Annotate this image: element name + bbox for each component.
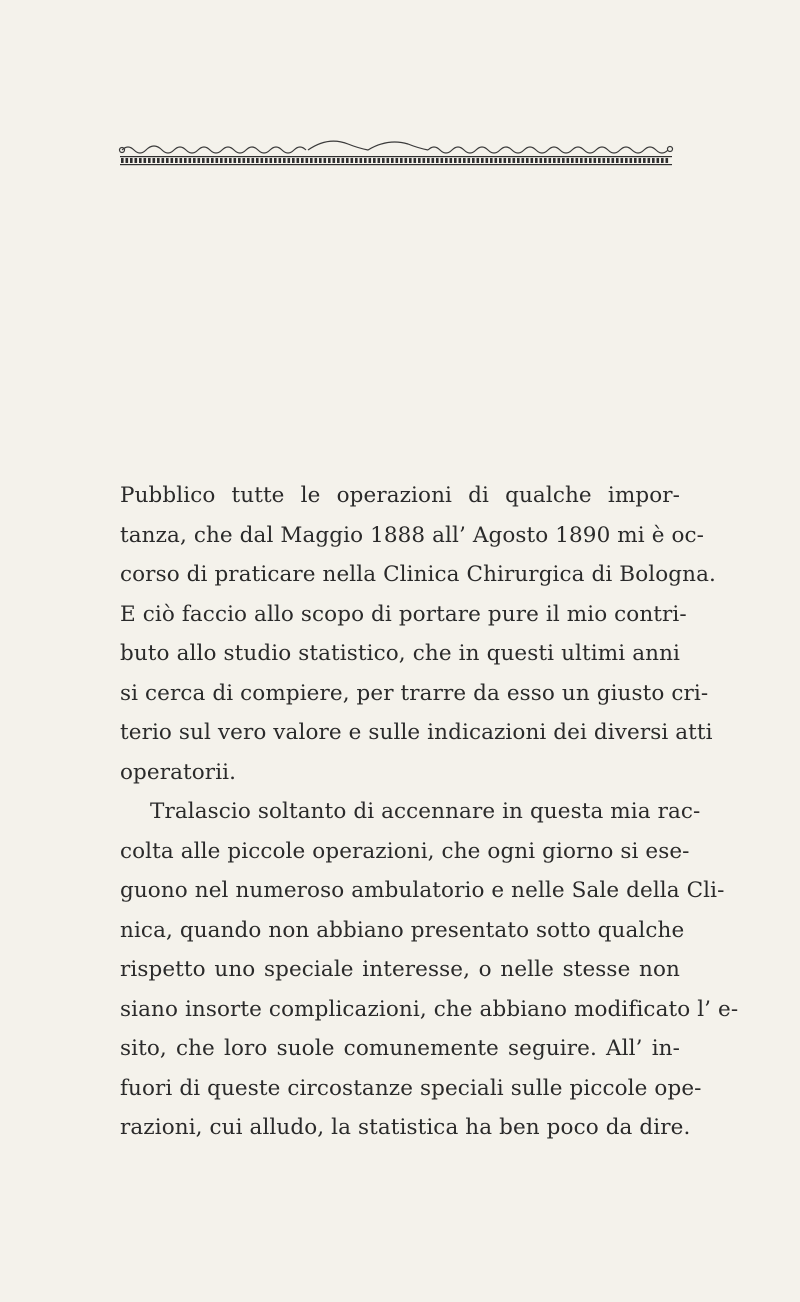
text-line: sito, che loro suole comunemente seguire. All’ in- [120,1036,680,1061]
text-line: razioni, cui alludo, la statistica ha ben poco da dire. [120,1115,691,1140]
paragraph [120,792,739,1148]
body-text [120,476,739,1148]
text-line: nica, quando non abbiano presentato sotto qualche [120,917,685,943]
paragraph [120,476,716,792]
text-line: guono nel numeroso ambulatorio e nelle Sale della Cli- [120,878,725,903]
text-line: terio sul vero valore e sulle indicazioni dei diversi atti [120,720,713,745]
text-line: rispetto uno speciale interesse, o nelle stesse non [120,957,680,982]
text-line: fuori di queste circostanze speciali sulle piccole ope- [120,1075,702,1101]
text-line: buto allo studio statistico, che in questi ultimi anni [120,641,680,666]
text-line: Tralascio soltanto di accennare in questa mia rac- [150,799,701,824]
decorative-header-ornament [118,136,676,170]
text-line: colta alle piccole operazioni, che ogni giorno si ese- [120,838,690,864]
text-line: E ciò faccio allo scopo di portare pure il mio contri- [120,601,687,627]
text-line: si cerca di compiere, per trarre da esso un giusto cri- [120,680,709,706]
text-line: Pubblico tutte le operazioni di qualche impor- [120,483,680,508]
text-line: operatorii. [120,759,237,785]
text-line: tanza, che dal Maggio 1888 all’ Agosto 1890 mi è oc- [120,522,704,548]
text-line: siano insorte complicazioni, che abbiano modificato l’ e- [120,996,739,1022]
text-line: corso di praticare nella Clinica Chirurgica di Bologna. [120,562,716,587]
